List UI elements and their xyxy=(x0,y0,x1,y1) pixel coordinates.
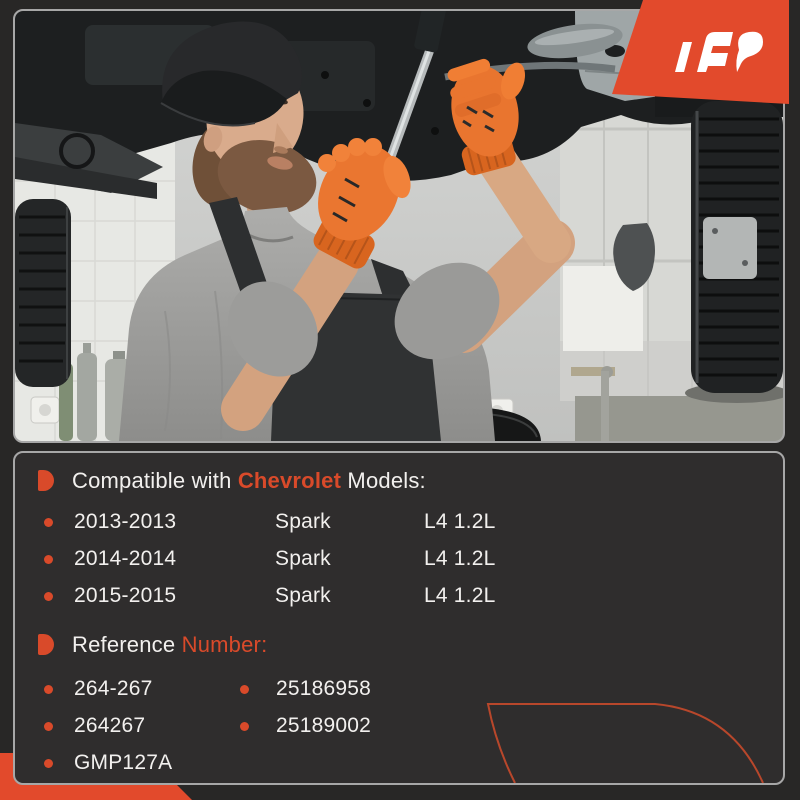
list-bullet-icon xyxy=(44,759,53,768)
list-bullet-icon xyxy=(240,722,249,731)
heading-prefix: Reference xyxy=(72,632,182,657)
list-bullet-icon xyxy=(44,685,53,694)
heading-accent: Number: xyxy=(181,632,268,657)
reference-number: GMP127A xyxy=(74,751,173,774)
heading-brand: Chevrolet xyxy=(237,468,342,493)
list-bullet-icon xyxy=(44,555,53,564)
brand-banner xyxy=(605,0,795,112)
vehicle-model: Spark xyxy=(275,547,331,570)
vehicle-engine: L4 1.2L xyxy=(424,547,496,570)
vehicle-row xyxy=(15,548,783,570)
vehicle-years: 2013-2013 xyxy=(74,510,177,533)
section-bullet-icon xyxy=(38,634,54,655)
vehicle-engine: L4 1.2L xyxy=(424,510,496,533)
reference-number: 264267 xyxy=(74,714,146,737)
section-bullet-icon xyxy=(38,470,54,491)
vehicle-years: 2014-2014 xyxy=(74,547,177,570)
decorative-swoosh-outline xyxy=(473,691,775,783)
vehicle-row xyxy=(15,511,783,533)
compatibility-heading xyxy=(72,466,426,496)
heading-prefix: Compatible with xyxy=(72,468,238,493)
reference-number: 264-267 xyxy=(74,677,153,700)
vehicle-row xyxy=(15,585,783,607)
list-bullet-icon xyxy=(44,592,53,601)
vehicle-model: Spark xyxy=(275,584,331,607)
reference-number: 25189002 xyxy=(276,714,372,737)
list-bullet-icon xyxy=(44,722,53,731)
vehicle-engine: L4 1.2L xyxy=(424,584,496,607)
reference-number: 25186958 xyxy=(276,677,372,700)
vehicle-years: 2015-2015 xyxy=(74,584,177,607)
heading-suffix: Models: xyxy=(341,468,426,493)
info-panel xyxy=(13,451,785,785)
list-bullet-icon xyxy=(240,685,249,694)
list-bullet-icon xyxy=(44,518,53,527)
vehicle-model: Spark xyxy=(275,510,331,533)
reference-heading xyxy=(72,630,267,660)
